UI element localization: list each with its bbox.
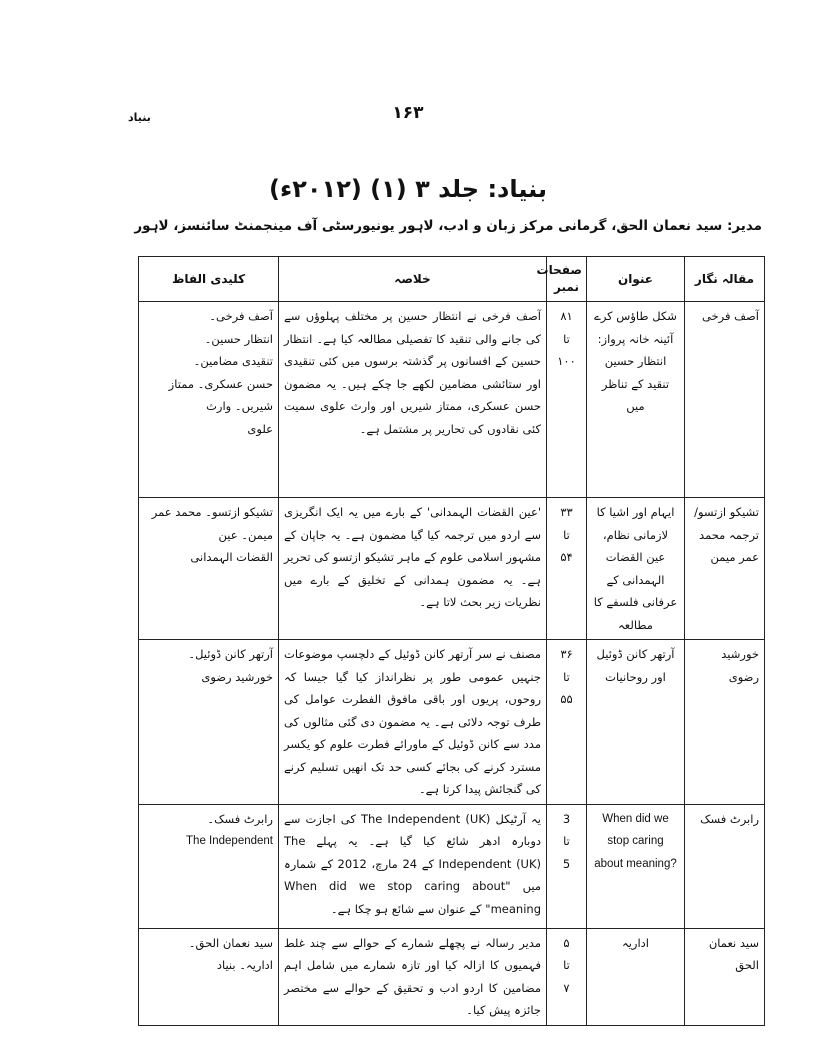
- header-keywords: کلیدی الفاظ: [139, 257, 279, 302]
- page-from: ۸۱: [560, 309, 573, 323]
- keyword: شیریں۔ وارث: [206, 399, 273, 413]
- author-cell: سید نعمان الحق: [685, 928, 765, 1025]
- header-title: عنوان: [587, 257, 685, 302]
- keywords-cell: [139, 804, 279, 928]
- keyword: علوی: [247, 421, 273, 436]
- keyword: القضات الہمدانی: [190, 550, 273, 564]
- keyword: رابرٹ فسک۔: [207, 811, 273, 826]
- header-summary: خلاصہ: [279, 257, 547, 302]
- summary-cell: مصنف نے سر آرتھر کانن ڈوئیل کے دلچسپ موضوعات جنہیں عمومی طور پر نظرانداز کیا گیا جیسا کہ روحوں، پریوں اور باقی مافوق الفطرت عوامل کی طرف توجہ دلائی ہے۔ یہ مضمون دی گئی مثالوں کی مدد سے کانن ڈوئیل کے ماورائے فطرت علوم کو یکسر مسترد کرنے کی بجائے کسی حد تک انھیں تسلیم کرنے کی گنجائش پیدا کرتا ہے۔: [279, 640, 547, 805]
- keyword: سید نعمان الحق۔: [188, 935, 273, 950]
- table-row: [139, 498, 765, 640]
- table-row: [139, 928, 765, 1025]
- page-to: 5: [562, 856, 571, 871]
- header-author: مقالہ نگار: [685, 257, 765, 302]
- page-to-label: تا: [563, 331, 570, 346]
- keyword: خورشید رضوی: [201, 669, 273, 684]
- page-to: ۱۰۰: [557, 354, 576, 368]
- page-to-label: تا: [563, 834, 570, 848]
- summary-cell: آصف فرخی نے انتظار حسین پر مختلف پہلوؤں سے کی جانے والی تنقید کا تفصیلی مطالعہ کیا ہے۔ انتظار حسین کے افسانوں پر گذشتہ برسوں میں کئی تنقیدی اور ستائشی مضامین لکھے جا چکے ہیں۔ یہ مضمون حسن عسکری، ممتاز شیریں اور وارث علوی سمیت کئی نقادوں کی تحاریر پر مشتمل ہے۔: [279, 302, 547, 498]
- keywords-cell: [139, 498, 279, 640]
- page-to-label: تا: [563, 527, 570, 542]
- page-to-label: تا: [563, 669, 570, 684]
- page-from: ۳۶: [560, 647, 573, 661]
- pages-cell: [547, 928, 587, 1025]
- keyword: انتظار حسین۔: [204, 331, 273, 346]
- pages-cell: [547, 498, 587, 640]
- title-cell: اداریہ: [587, 928, 685, 1025]
- title-cell: شکل طاؤس کرے آئینہ خانہ پرواز: انتظار حسین تنقید کے تناظر میں: [587, 302, 685, 498]
- keywords-cell: [139, 302, 279, 498]
- page-from: ۵: [563, 935, 570, 950]
- keyword: تشیکو ازتسو۔ محمد عمر: [151, 505, 273, 519]
- table-row: [139, 804, 765, 928]
- table-row: [139, 640, 765, 805]
- page-from: 3: [562, 811, 571, 826]
- keyword: میمن۔ عین: [218, 527, 273, 542]
- table-header-row: [139, 257, 765, 302]
- keywords-cell: [139, 928, 279, 1025]
- keywords-cell: [139, 640, 279, 805]
- summary-cell: مدیر رسالہ نے پچھلے شمارے کے حوالے سے چند غلط فہمیوں کا ازالہ کیا اور تازہ شمارے میں شامل اہم مضامین کا اردو ادب و تحقیق کے حوالے سے مختصر جائزہ پیش کیا۔: [279, 928, 547, 1025]
- keyword: تنقیدی مضامین۔: [193, 354, 273, 368]
- pages-cell: [547, 640, 587, 805]
- summary-cell: یہ آرٹیکل The Independent (UK) کی اجازت سے دوبارہ ادھر شائع کیا گیا ہے۔ یہ پہلے The Independent (UK) کے 24 مارچ، 2012 کے شمارہ میں "When did we stop caring about meaning" کے عنوان سے شائع ہو چکا ہے۔: [279, 804, 547, 928]
- keyword: حسن عسکری۔ ممتاز: [168, 376, 273, 391]
- header-pages: صفحات نمبر: [547, 257, 587, 302]
- page-from: ۳۳: [560, 505, 573, 519]
- keyword: آصف فرخی۔: [209, 309, 273, 323]
- keyword: اداریہ۔ بنیاد: [216, 958, 273, 972]
- title-cell: ایہام اور اشیا کا لازمانی نظام، عین القضات الہمدانی کے عرفانی فلسفے کا مطالعہ: [587, 498, 685, 640]
- author-cell: آصف فرخی: [685, 302, 765, 498]
- keyword: آرتھر کانن ڈوئیل۔: [188, 647, 273, 661]
- summary-cell: 'عین القضات الہمدانی' کے بارے میں یہ ایک انگریزی سے اردو میں ترجمہ کیا گیا مضمون ہے۔ یہ جاپان کے مشہور اسلامی علوم کے ماہر تشیکو ازتسو کی تحریر ہے۔ یہ مضمون ہمدانی کے تخلیق کے بارے میں نظریات زیر بحث لاتا ہے۔: [279, 498, 547, 640]
- title-cell: When did we stop caring about meaning?: [587, 804, 685, 928]
- keyword: The Independent: [186, 835, 273, 847]
- page-to: ۵۵: [560, 692, 573, 706]
- page-to: ۷: [563, 980, 570, 995]
- page-number: ۱۶۳: [392, 103, 424, 123]
- author-cell: تشیکو ازتسو/ ترجمہ محمد عمر میمن: [685, 498, 765, 640]
- index-table: [138, 256, 765, 1026]
- table-row: [139, 302, 765, 498]
- running-head: بنیاد: [128, 111, 151, 124]
- author-cell: رابرٹ فسک: [685, 804, 765, 928]
- pages-cell: [547, 302, 587, 498]
- pages-cell: [547, 804, 587, 928]
- page-to: ۵۴: [560, 550, 573, 564]
- author-cell: خورشید رضوی: [685, 640, 765, 805]
- page-title: بنیاد: جلد ۳ (۱) (۲۰۱۲ء): [269, 175, 547, 203]
- page-to-label: تا: [563, 958, 570, 972]
- editor-line: مدیر: سید نعمان الحق، گرمانی مرکز زبان و ادب، لاہور یونیورسٹی آف مینجمنٹ سائنسز، لاہور: [134, 218, 762, 234]
- title-cell: آرتھر کانن ڈوئیل اور روحانیات: [587, 640, 685, 805]
